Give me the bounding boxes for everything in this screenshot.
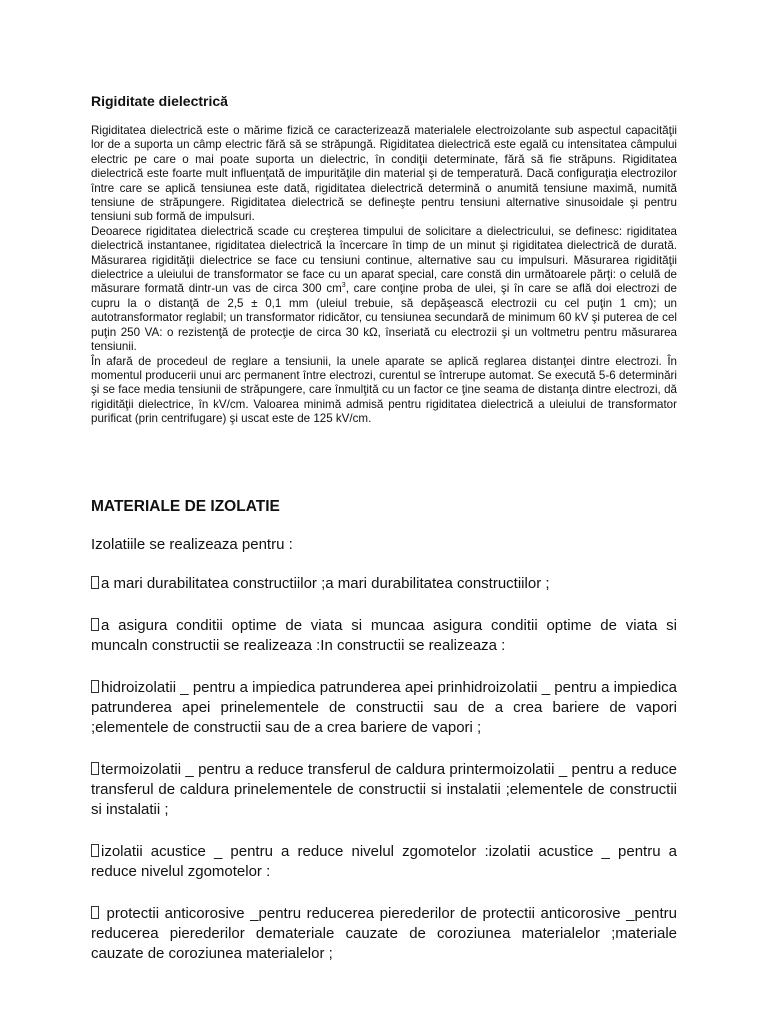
list-item — [91, 760, 677, 820]
list-item-text: protectii anticorosive _pentru reducerea pierederilor de protectii anticorosive _pentru reducerea pierederilor demateriale cauzate de coroziunea materialelor ;materiale cauzate de coroziunea materialelor ; — [91, 905, 677, 962]
list-item — [91, 574, 677, 594]
missing-glyph-icon — [91, 576, 99, 589]
superscript: 3 — [341, 282, 346, 290]
list-item-text: termoizolatii _ pentru a reduce transferul de caldura printermoizolatii _ pentru a reduce transferul de caldura prinelementele de constructii si instalatii ;elementele de constructii si instalatii ; — [91, 761, 677, 818]
paragraph-2-text-b: , care conţine proba de ulei, şi în care se află doi electrozi de cupru la o distanţă de 2,5 ± 0,1 mm (uleiul trebuie, să depăşească electrozii cu cel puţin 1 cm); un autotransformator reglabil; un transformator ridicător, cu tensiunea secundară de minimum 60 kV şi puterea de cel puţin 250 VA: o rezistenţă de protecţie de circa 30 kΩ, înseriată cu electrozii şi un voltmetru pentru măsurarea tensiunii. — [91, 282, 677, 354]
missing-glyph-icon — [91, 844, 99, 857]
list-item-text: a mari durabilitatea constructiilor ;a mari durabilitatea constructiilor ; — [101, 575, 550, 592]
missing-glyph-icon — [91, 906, 99, 919]
list-item-text: izolatii acustice _ pentru a reduce nivelul zgomotelor :izolatii acustice _ pentru a reduce nivelul zgomotelor : — [91, 843, 677, 880]
section-title: MATERIALE DE IZOLATIE — [91, 498, 280, 515]
intro-paragraph: Izolatiile se realizeaza pentru : — [91, 536, 293, 553]
paragraph-3: În afară de procedeul de reglare a tensiunii, la unele aparate se aplică reglarea distanţei dintre electrozi. În momentul producerii unui arc permanent între electrozi, curentul se întrerupe automat. Se execută 5-6 determinări şi se face media tensiunii de străpungere, care înmulţită cu un factor ce ţine seama de distanţa dintre electrozi, dă rigidităţii dielectrice, în kV/cm. Valoarea minimă admisă pentru rigiditatea dielectrică a uleiului de transformator purificat (prin centrifugare) şi uscat este de 125 kV/cm. — [91, 354, 677, 426]
list-item — [91, 678, 677, 738]
list-item — [91, 904, 677, 964]
missing-glyph-icon — [91, 762, 99, 775]
paragraph-2-text-a: Deoarece rigiditatea dielectrică scade cu creşterea timpului de solicitare a dielectricului, se definesc: rigiditatea dielectrică instantanee, rigiditatea dielectrică la încercare în timp de un minut şi rigiditatea dielectrică de durată. Măsurarea rigidităţii dielectrice se face cu tensiuni continue, alternative sau cu impulsuri. Măsurarea rigidităţii dielectrice a uleiului de transformator se face cu un aparat special, care constă din următoarele părţi: o celulă de măsurare formată dintr-un vas de circa 300 cm — [91, 224, 677, 296]
paragraph-2 — [91, 225, 677, 355]
list-item — [91, 616, 677, 656]
missing-glyph-icon — [91, 618, 99, 631]
list-item — [91, 842, 677, 882]
list-item-text: hidroizolatii _ pentru a impiedica patrunderea apei prinhidroizolatii _ pentru a impiedica patrunderea apei prinelementele de constructii sau de a crea bariere de vapori ;elementele de constructii sau de a crea bariere de vapori ; — [91, 679, 677, 736]
section-materiale — [91, 497, 677, 986]
section-title: Rigiditate dielectrică — [91, 93, 228, 109]
section-rigiditate — [91, 92, 677, 427]
missing-glyph-icon — [91, 680, 99, 693]
paragraph-1: Rigiditatea dielectrică este o mărime fizică ce caracterizează materialele electroizolante sub aspectul capacităţii lor de a suporta un câmp electric fără să se străpungă. Rigiditatea dielectrică este egală cu intensitatea câmpului electric pe care o mai poate suporta un dielectric, în condiţii determinate, fără să fie străpuns. Rigiditatea dielectrică este foarte mult influenţată de impurităţile din material şi de temperatură. Dacă configuraţia electrozilor între care se aplică tensiunea este dată, rigiditatea dielectrică determină o anumită tensiune maximă, numită tensiune de străpungere. Rigiditatea dielectrică se defineşte pentru tensiuni alternative sinusoidale şi pentru tensiuni sub formă de impulsuri. — [91, 124, 677, 224]
list-item-text: a asigura conditii optime de viata si muncaa asigura conditii optime de viata si muncaln constructii se realizeaza :In constructii se realizeaza : — [91, 617, 677, 654]
